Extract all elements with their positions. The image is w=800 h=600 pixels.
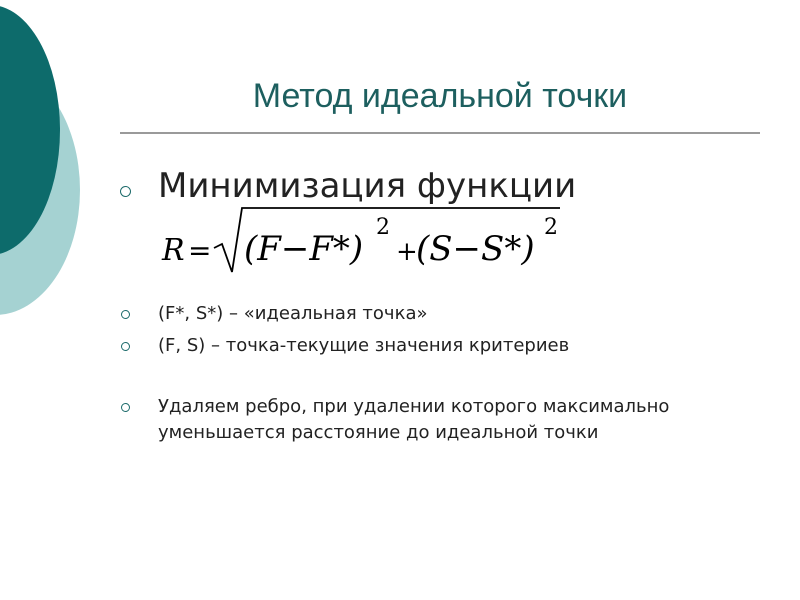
formula-term-s: (S−S*) xyxy=(416,229,535,269)
formula-exponent: 2 xyxy=(376,215,390,240)
bullet-text: Удаляем ребро, при удалении которого максимально уменьшается расстояние до идеальной точки xyxy=(158,396,670,443)
formula-exponent: 2 xyxy=(544,215,558,240)
bullet-circle-icon xyxy=(121,310,130,319)
formula-lhs: R xyxy=(162,233,185,268)
formula-plus: + xyxy=(396,237,418,267)
bullet-circle-icon xyxy=(121,403,130,412)
slide-title: Метод идеальной точки xyxy=(252,77,628,115)
bullet-circle-icon xyxy=(120,186,131,197)
bullet-text: (F*, S*) – «идеальная точка» xyxy=(158,303,428,324)
title-divider xyxy=(120,132,760,134)
bullet-circle-icon xyxy=(121,342,130,351)
bullet-text: Минимизация функции xyxy=(158,166,577,206)
formula-equals: = xyxy=(188,234,212,267)
formula-term-f: (F−F*) xyxy=(244,229,364,269)
distance-formula xyxy=(150,200,570,280)
formula-svg xyxy=(150,200,570,280)
bullet-text: (F, S) – точка-текущие значения критериев xyxy=(158,335,570,356)
